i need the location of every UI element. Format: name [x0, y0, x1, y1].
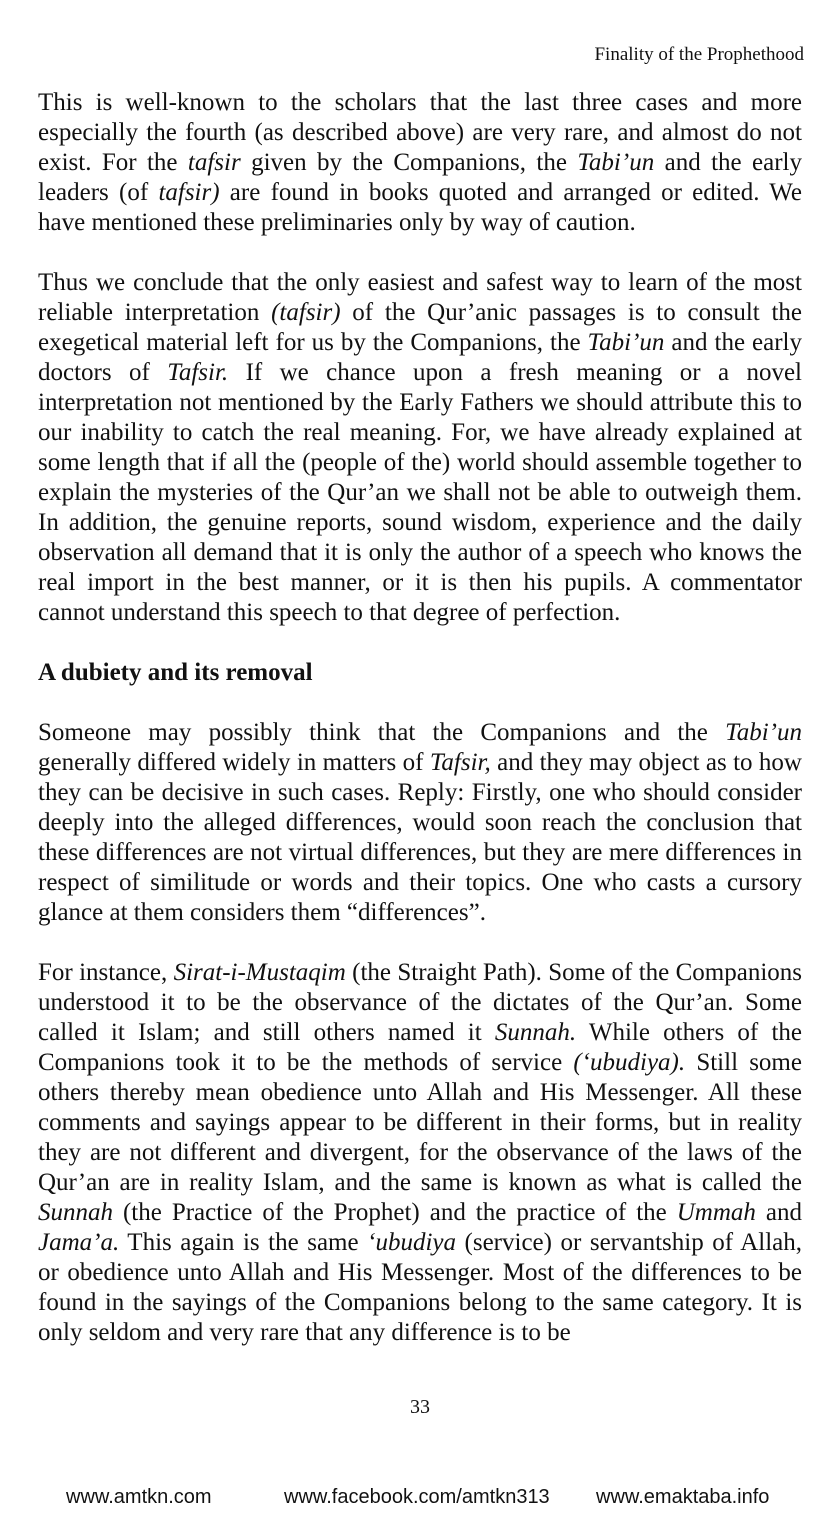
text: and they may object as to how they can be decisive in such cases. Reply: Firstly, one who should consider deeply into the alleged differences, would soon reach the conclusion that these differences are not virtual differences, but they are mere differences in respect of similitude or words and their topics. One who casts a cursory glance at them considers them “differences”.: [38, 749, 802, 926]
text: This again is the same: [119, 1229, 368, 1256]
paragraph-4: [38, 958, 802, 1348]
term-tabiun: Tabi’un: [577, 149, 655, 176]
text: Someone may possibly think that the Companions and the: [38, 719, 726, 746]
paragraph-2: [38, 268, 802, 628]
text: are found in books quoted and arranged or edited. We have mentioned these preliminaries only by way of caution.: [38, 179, 802, 236]
text: This is well-known to the scholars that the last three cases and more especially the fourth (as described above) are very rare, and almost do not exist. For the: [38, 89, 802, 176]
term-tabiun: Tabi’un: [725, 719, 802, 746]
term-sunnah: Sunnah: [38, 1199, 113, 1226]
footer-link-facebook[interactable]: www.facebook.com/amtkn313: [284, 1486, 550, 1508]
term-ummah: Ummah: [676, 1199, 756, 1226]
footer-link-emaktaba[interactable]: www.emaktaba.info: [596, 1486, 770, 1508]
text: For instance,: [38, 959, 174, 986]
paragraph-1: [38, 88, 802, 238]
text: Still some others thereby mean obedience unto Allah and His Messenger. All these comments and sayings appear to be different in their forms, but in reality they are not different and divergent, for the observance of the laws of the Qur’an are in reality Islam, and the same is known as what is called the: [38, 1049, 802, 1196]
text: and the early doctors of: [38, 329, 802, 386]
text: Thus we conclude that the only easiest and safest way to learn of the most reliable interpretation: [38, 269, 802, 326]
text: and the early leaders (of: [38, 149, 802, 206]
text: of the Qur’anic passages is to consult the exegetical material left for us by the Companions, the: [38, 299, 802, 356]
page-number: 33: [410, 1396, 430, 1418]
term-ubudiya: (‘ubudiya).: [573, 1049, 686, 1076]
term-tafsir: tafsir: [187, 149, 241, 176]
term-tafsir: tafsir): [158, 179, 220, 206]
text: given by the Companions, the: [240, 149, 578, 176]
paragraph-3: [38, 718, 802, 928]
text: If we chance upon a fresh meaning or a novel interpretation not mentioned by the Early Fathers we should attribute this to our inability to catch the real meaning. For, we have already explained at some length that if all the (people of the) world should assemble together to explain the mysteries of the Qur’an we shall not be able to outweigh them. In addition, the genuine reports, sound wisdom, experience and the daily observation all demand that it is only the author of a speech who knows the real import in the best manner, or it is then his pupils. A commentator cannot understand this speech to that degree of perfection.: [38, 359, 802, 626]
text: and: [755, 1199, 802, 1226]
term-tafsir: (tafsir): [271, 299, 341, 326]
page-content: [38, 88, 802, 1348]
footer-link-amtkn[interactable]: www.amtkn.com: [66, 1486, 212, 1508]
term-tafsir: Tafsir,: [429, 749, 491, 776]
term-jamaa: Jama’a.: [38, 1229, 120, 1256]
section-heading: A dubiety and its removal: [38, 659, 313, 686]
text: (service) or servantship of Allah, or obedience unto Allah and His Messenger. Most of the differences to be found in the sayings of the Companions belong to the same category. It is only seldom and very rare that any difference is to be: [38, 1229, 803, 1346]
running-title: Finality of the Prophethood: [594, 44, 804, 65]
text: (the Straight Path). Some of the Companions understood it to be the observance of the dictates of the Qur’an. Some called it Islam; and still others named it: [38, 959, 802, 1046]
text: (the Practice of the Prophet) and the practice of the: [113, 1199, 677, 1226]
term-sirat-i-mustaqim: Sirat-i-Mustaqim: [173, 959, 346, 986]
term-ubudiya: ‘ubudiya: [367, 1229, 456, 1256]
text: While others of the Companions took it to be the methods of service: [38, 1019, 802, 1076]
text: generally differed widely in matters of: [38, 749, 430, 776]
term-sunnah: Sunnah.: [494, 1019, 577, 1046]
term-tafsir: Tafsir.: [167, 359, 229, 386]
term-tabiun: Tabi’un: [587, 329, 665, 356]
